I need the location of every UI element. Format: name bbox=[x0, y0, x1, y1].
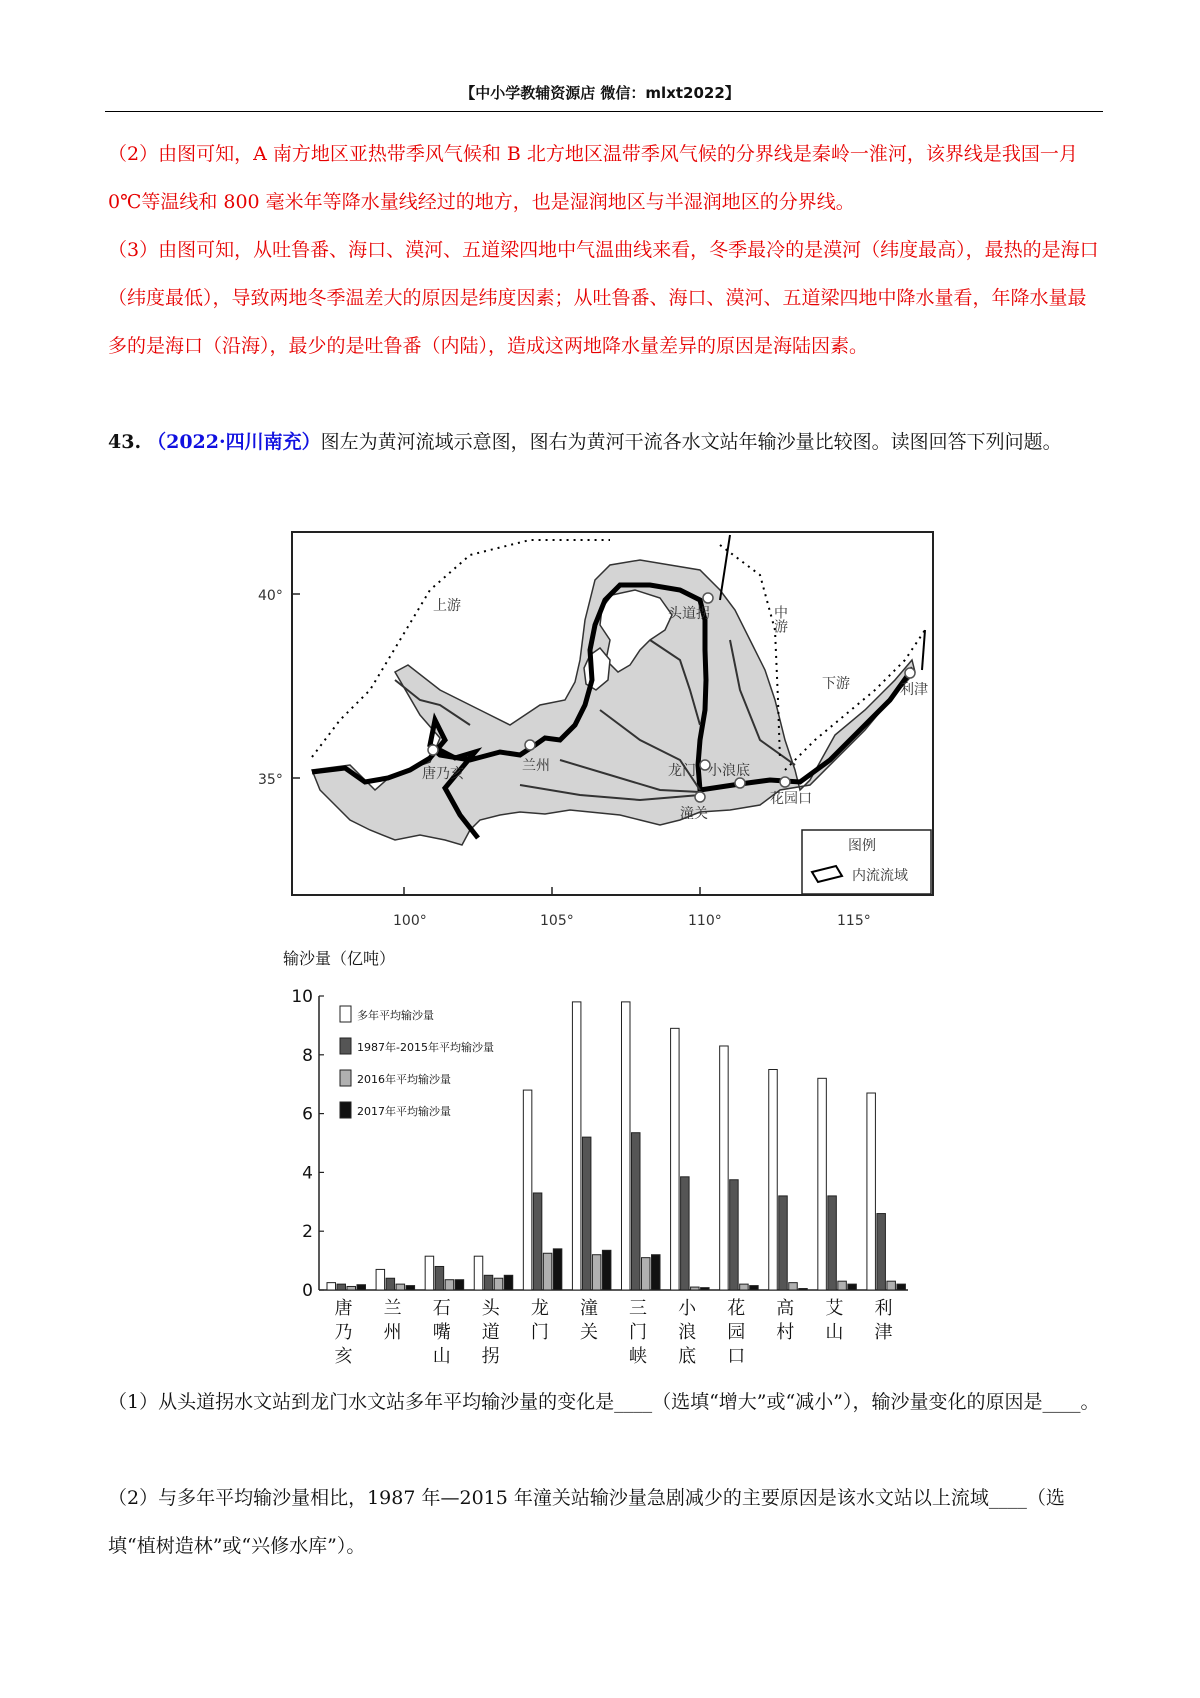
question-number: 43. bbox=[108, 431, 142, 453]
chart-legend bbox=[340, 1006, 494, 1118]
lon-label-110: 110° bbox=[688, 913, 722, 929]
chart-category-label: 园 bbox=[727, 1322, 746, 1343]
chart-category-label: 峡 bbox=[629, 1346, 648, 1367]
chart-category-label: 高 bbox=[776, 1298, 795, 1319]
chart-bar bbox=[789, 1283, 798, 1290]
chart-category-label: 门 bbox=[530, 1322, 549, 1343]
chart-bar bbox=[347, 1286, 356, 1290]
chart-y-tick-label: 6 bbox=[302, 1104, 313, 1125]
chart-bar bbox=[543, 1253, 552, 1290]
sediment-bar-chart bbox=[283, 949, 908, 1367]
chart-bar bbox=[838, 1281, 847, 1290]
chart-legend-label: 2016年平均输沙量 bbox=[357, 1073, 451, 1086]
chart-bar bbox=[877, 1214, 886, 1290]
chart-bar bbox=[602, 1250, 611, 1290]
chart-y-tick-label: 2 bbox=[302, 1222, 313, 1243]
chart-y-tick-label: 8 bbox=[302, 1045, 313, 1066]
chart-category-label: 兰 bbox=[383, 1298, 402, 1319]
chart-category-label: 门 bbox=[629, 1322, 648, 1343]
question-43-sub-2: （2）与多年平均输沙量相比，1987 年—2015 年潼关站输沙量急剧减少的主要原因是该水文站以上流域____（选填“植树造林”或“兴修水库”）。 bbox=[108, 1487, 1065, 1557]
station-huayuankou-marker bbox=[780, 777, 790, 787]
chart-bar bbox=[533, 1193, 542, 1290]
question-43-sub-1: （1）从头道拐水文站到龙门水文站多年平均输沙量的变化是____（选填“增大”或“减小”），输沙量变化的原因是____。 bbox=[108, 1391, 1100, 1413]
chart-category-label: 乃 bbox=[334, 1322, 353, 1343]
chart-bar bbox=[779, 1196, 788, 1290]
station-tangnaihai-marker bbox=[428, 745, 438, 755]
chart-bar bbox=[622, 1002, 631, 1290]
chart-bar bbox=[484, 1275, 493, 1290]
chart-bar bbox=[425, 1256, 434, 1290]
chart-category-label: 浪 bbox=[678, 1322, 697, 1343]
chart-category-label: 嘴 bbox=[432, 1322, 451, 1343]
chart-bar bbox=[592, 1255, 601, 1290]
chart-legend-label: 多年平均输沙量 bbox=[357, 1009, 434, 1022]
lat-label-35: 35° bbox=[258, 772, 283, 788]
chart-category-label: 三 bbox=[629, 1298, 648, 1319]
chart-category-label: 底 bbox=[678, 1346, 697, 1367]
station-huayuankou-label: 花园口 bbox=[770, 791, 812, 807]
chart-bar bbox=[691, 1287, 700, 1290]
lon-label-115: 115° bbox=[837, 913, 871, 929]
chart-category-label: 村 bbox=[776, 1322, 795, 1343]
chart-legend-swatch bbox=[340, 1102, 351, 1118]
chart-category-label: 花 bbox=[727, 1298, 746, 1319]
chart-legend-label: 1987年-2015年平均输沙量 bbox=[357, 1041, 494, 1054]
chart-category-label: 潼 bbox=[579, 1298, 598, 1319]
station-lanzhou-marker bbox=[525, 740, 535, 750]
map-legend-title: 图例 bbox=[848, 838, 876, 854]
chart-category-label: 州 bbox=[383, 1322, 402, 1343]
chart-category-label: 利 bbox=[874, 1298, 893, 1319]
chart-legend-swatch bbox=[340, 1006, 351, 1022]
chart-y-axis-label: 输沙量（亿吨） bbox=[283, 949, 396, 968]
answer-paragraph-2: （2）由图可知，A 南方地区亚热带季风气候和 B 北方地区温带季风气候的分界线是秦岭一淮河，该界线是我国一月 0℃等温线和 800 毫米年等降水量线经过的地方，也是湿润地区与半湿润地区的分界线。 bbox=[108, 143, 1078, 213]
chart-bar bbox=[720, 1046, 729, 1290]
chart-bar bbox=[750, 1286, 759, 1290]
station-tongguan-label: 潼关 bbox=[680, 806, 708, 822]
station-xiaolangdi-label: 小浪底 bbox=[708, 763, 750, 779]
chart-category-label: 石 bbox=[432, 1298, 451, 1319]
region-upper-label: 上游 bbox=[433, 598, 461, 614]
chart-category-label: 拐 bbox=[481, 1346, 500, 1367]
station-longmen-label: 龙门 bbox=[668, 763, 696, 779]
chart-bar bbox=[494, 1278, 503, 1290]
chart-bar bbox=[553, 1249, 562, 1290]
chart-legend-swatch bbox=[340, 1038, 351, 1054]
chart-bar bbox=[455, 1280, 464, 1290]
chart-category-labels bbox=[335, 1298, 893, 1367]
chart-bar bbox=[396, 1284, 405, 1290]
chart-bar bbox=[632, 1133, 641, 1290]
chart-category-label: 头 bbox=[481, 1298, 500, 1319]
chart-bar bbox=[897, 1284, 906, 1290]
answer-paragraph-3: （3）由图可知，从吐鲁番、海口、漠河、五道梁四地中气温曲线来看，冬季最冷的是漠河（纬度最高），最热的是海口（纬度最低），导致两地冬季温差大的原因是纬度因素；从吐鲁番、海口、漠河、五道梁四地中降水量看，年降水量最多的是海口（沿海），最少的是吐鲁番（内陆），造成这两地降水量差异的原因是海陆因素。 bbox=[108, 239, 1099, 357]
chart-bar bbox=[867, 1093, 876, 1290]
station-lijin-label: 利津 bbox=[900, 682, 928, 698]
chart-category-label: 山 bbox=[432, 1346, 451, 1367]
chart-category-label: 亥 bbox=[334, 1346, 353, 1367]
chart-bar bbox=[671, 1028, 680, 1290]
chart-bar bbox=[799, 1289, 808, 1290]
chart-bar bbox=[769, 1070, 778, 1291]
region-lower-label: 下游 bbox=[822, 676, 850, 692]
chart-bar bbox=[887, 1281, 896, 1290]
chart-bar bbox=[572, 1002, 581, 1290]
station-xiaolangdi-marker bbox=[735, 778, 745, 788]
chart-bar bbox=[523, 1090, 532, 1290]
chart-y-tick-label: 10 bbox=[291, 987, 313, 1007]
question-stem-text: 图左为黄河流域示意图，图右为黄河干流各水文站年输沙量比较图。读图回答下列问题。 bbox=[320, 431, 1062, 453]
station-lijin-marker bbox=[905, 668, 915, 678]
lon-label-100: 100° bbox=[393, 913, 427, 929]
station-tongguan-marker bbox=[695, 792, 705, 802]
chart-y-tick-label: 0 bbox=[302, 1281, 313, 1301]
chart-bar bbox=[848, 1284, 857, 1290]
chart-bar bbox=[828, 1196, 837, 1290]
chart-bar bbox=[701, 1288, 710, 1290]
lon-label-105: 105° bbox=[540, 913, 574, 929]
chart-category-label: 道 bbox=[481, 1322, 500, 1343]
chart-axes bbox=[291, 987, 908, 1301]
chart-category-label: 小 bbox=[678, 1298, 697, 1319]
station-toudaoguai-label: 头道拐 bbox=[668, 606, 710, 622]
chart-category-label: 唐 bbox=[334, 1298, 353, 1319]
chart-bar bbox=[652, 1255, 661, 1290]
chart-category-label: 津 bbox=[874, 1322, 893, 1343]
lat-label-40: 40° bbox=[258, 588, 283, 604]
chart-bar bbox=[445, 1280, 454, 1290]
station-toudaoguai-marker bbox=[703, 593, 713, 603]
map-legend-item: 内流流域 bbox=[852, 868, 908, 884]
chart-y-tick-label: 4 bbox=[302, 1163, 313, 1184]
chart-bar bbox=[740, 1284, 749, 1290]
chart-legend-swatch bbox=[340, 1070, 351, 1086]
station-lanzhou-label: 兰州 bbox=[522, 758, 550, 774]
chart-bar bbox=[818, 1078, 827, 1290]
region-middle-label: 中游 bbox=[772, 605, 788, 633]
chart-bar bbox=[474, 1256, 483, 1290]
chart-category-label: 口 bbox=[727, 1346, 746, 1367]
chart-bar bbox=[642, 1258, 651, 1290]
chart-category-label: 龙 bbox=[530, 1298, 549, 1319]
station-tangnaihai-label: 唐乃亥 bbox=[422, 766, 464, 782]
chart-category-label: 山 bbox=[825, 1322, 844, 1343]
chart-bar bbox=[406, 1286, 415, 1290]
chart-bar bbox=[327, 1283, 336, 1290]
chart-bar bbox=[582, 1137, 591, 1290]
chart-bar bbox=[681, 1177, 690, 1290]
chart-bar bbox=[730, 1180, 739, 1290]
chart-bar bbox=[386, 1278, 395, 1290]
question-source: （2022·四川南充） bbox=[147, 431, 321, 453]
chart-bar bbox=[337, 1284, 346, 1290]
chart-bar bbox=[435, 1266, 444, 1290]
chart-bar bbox=[357, 1285, 366, 1290]
yellow-river-basin-map bbox=[258, 532, 933, 929]
chart-bar bbox=[376, 1269, 385, 1290]
chart-category-label: 关 bbox=[579, 1322, 598, 1343]
chart-bar bbox=[504, 1275, 513, 1290]
chart-legend-label: 2017年平均输沙量 bbox=[357, 1105, 451, 1118]
page-header: 【中小学教辅资源店 微信：mlxt2022】 bbox=[460, 84, 740, 102]
chart-category-label: 艾 bbox=[825, 1298, 844, 1319]
